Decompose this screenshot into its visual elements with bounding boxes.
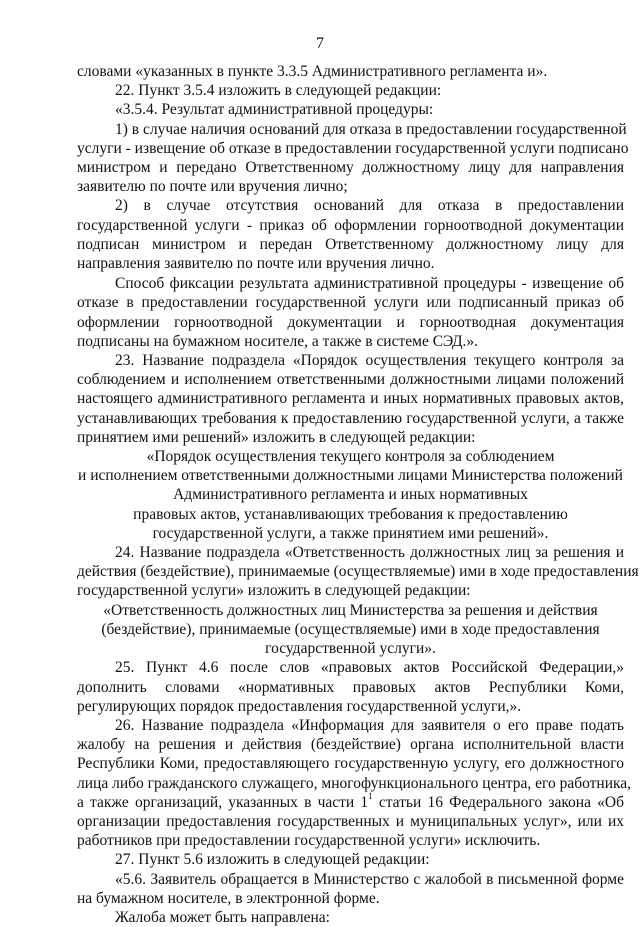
text-line: лица либо гражданского служащего, многофункционального центра, его работника, — [77, 774, 632, 792]
text-line: настоящего административного регламента и иных нормативных правовых актов, — [77, 390, 624, 408]
text-line: заявителю по почте или вручения лично; — [77, 178, 348, 196]
text-line: Жалоба может быть направлена: — [115, 908, 330, 926]
text-line: услуги - извещение об отказе в предоставлении государственной услуги подписано — [77, 139, 629, 157]
text-line: 27. Пункт 5.6 изложить в следующей редакции: — [115, 851, 430, 869]
text-line: словами «указанных в пункте 3.3.5 Административного регламента и». — [77, 63, 548, 80]
text-line: 22. Пункт 3.5.4 изложить в следующей редакции: — [115, 82, 442, 100]
centered-heading-line: государственной услуги». — [265, 640, 436, 658]
superscript: 1 — [368, 790, 373, 801]
text-line: 1) в случае наличия оснований для отказа в предоставлении государственной — [115, 120, 627, 138]
centered-heading-line: и исполнением ответственными должностными лицами Министерства положений — [78, 467, 623, 485]
text-line: 23. Название подраздела «Порядок осуществления текущего контроля за — [115, 352, 624, 370]
text-line: «3.5.4. Результат административной процедуры: — [115, 101, 434, 119]
centered-heading-line: Административного регламента и иных нормативных — [173, 486, 528, 504]
text-line: отказе в предоставлении государственной услуги или подписанный приказ об — [77, 294, 624, 312]
text-line-with-superscript — [77, 790, 624, 812]
text-line: действия (бездействие), принимаемые (осуществляемые) ими в ходе предоставления — [77, 563, 639, 581]
text-fragment: а также организаций, указанных в части 1 — [77, 793, 369, 811]
text-line: устанавливающих требования к предоставлению государственной услуги, а также — [77, 409, 624, 427]
text-line: регулирующих порядок предоставления государственной услуги,». — [77, 697, 522, 715]
text-line: организации предоставления государственных и муниципальных услуг», или их — [77, 812, 624, 830]
centered-heading-line: государственной услуги, а также принятием ими решений». — [152, 524, 549, 542]
text-line: на бумажном носителе, в электронной форме. — [77, 889, 380, 907]
text-line: 25. Пункт 4.6 после слов «правовых актов Российской Федерации,» — [115, 659, 624, 677]
text-fragment: статьи 16 Федерального закона «Об — [372, 793, 624, 811]
text-line: 24. Название подраздела «Ответственность должностных лиц за решения и — [115, 544, 624, 562]
text-line: жалобу на решения и действия (бездействие) органа исполнительной власти — [77, 736, 624, 754]
text-line: принятием ими решений» изложить в следующей редакции: — [77, 428, 476, 446]
page-number: 7 — [316, 35, 324, 52]
text-line: государственной услуги - приказ об оформлении горноотводной документации — [77, 216, 624, 234]
text-line: 2) в случае отсутствия оснований для отказа в предоставлении — [115, 197, 624, 215]
centered-heading-line: «Ответственность должностных лиц Министерства за решения и действия — [103, 601, 598, 619]
document-body — [77, 62, 639, 927]
text-line: дополнить словами «нормативных правовых актов Республики Коми, — [77, 678, 624, 696]
text-line: направления заявителю по почте или вручения лично. — [77, 255, 435, 273]
text-line: 26. Название подраздела «Информация для заявителя о его праве подать — [115, 716, 624, 734]
text-line: оформлении горноотводной документации и горноотводная документация — [77, 313, 624, 331]
text-line: подписаны на бумажном носителе, а также в системе СЭД.». — [77, 332, 479, 350]
centered-heading-line: правовых актов, устанавливающих требования к предоставлению — [133, 505, 568, 523]
text-line: Способ фиксации результата административной процедуры - извещение об — [115, 275, 624, 293]
text-line: работников при предоставлении государственной услуги» исключить. — [77, 832, 541, 850]
text-line: «5.6. Заявитель обращается в Министерство с жалобой в письменной форме — [115, 870, 624, 888]
text-line: Республики Коми, предоставляющего государственную услугу, его должностного — [77, 755, 624, 773]
centered-heading-line: «Порядок осуществления текущего контроля за соблюдением — [146, 448, 555, 466]
text-line: подписан министром и передан Ответственному должностному лицу для — [77, 235, 624, 253]
text-line: соблюдением и исполнением ответственными должностными лицами положений — [77, 371, 624, 389]
text-line: государственной услуги» изложить в следующей редакции: — [77, 582, 471, 600]
centered-heading-line: (бездействие), принимаемые (осуществляемые) ими в ходе предоставления — [101, 620, 600, 638]
text-line: министром и передано Ответственному должностному лицу для направления — [77, 159, 624, 177]
